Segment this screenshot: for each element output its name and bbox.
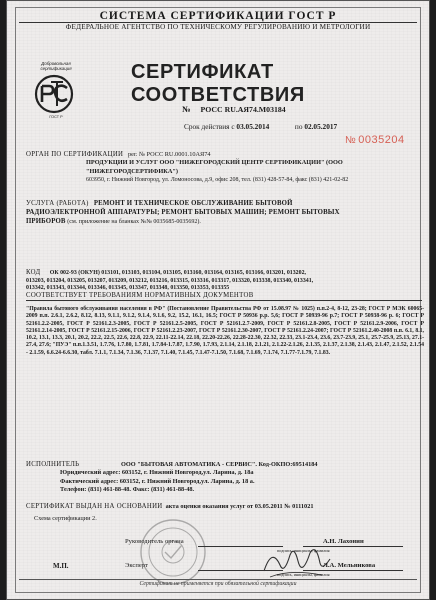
requirements-text: "Правила бытового обслуживания населения в РФ" (Постановление Правительства РФ от 15.08.97 № 1025) п.п.2-4, 8-12, 23-28; ГОСТ Р МЭК 60065-2009 п.п. 2.6.1, 2.6.2, 8.12, 8.13, 9.1.1, 9.1.2, 9.1.4, 9.1.6, 9.2, 15.2, 16.1, 16.5; ГОСТ Р 50936 р.р. 5,6; ГОСТ Р 50939-96 р.7; ГОСТ Р 50938-96 р. 6; ГОСТ Р 52161.2.2-2005, ГОСТ Р 52161.2.3-2005, ГОСТ Р 52161.2.5-2005, ГОСТ Р 52161.2.7-2009, ГОСТ Р 52161.2.8-2005, ГОСТ Р 52161.2.9-2006, ГОСТ Р 52161.2.14-2005, ГОСТ Р 52161.2.15-2006, ГОСТ Р 52161.2.23-2007, ГОСТ Р 52161.2.30-2007, ГОСТ Р 52161.2.24-2007; ГОСТ Р 52161.2.40-2008 п.п. 6.1, 8.1, 10.2, 13.1, 13.3, 20.1, 20.2, 22.2, 22.5, 22.6, 22.8, 22.9, 22.11-22.14, 22.18, 22.20-22.26, 22.28-22.30, 22.32, 22.33, 23.1-23.4, 23.6, 23.7-23.9, 25.1, 25.7-25.9, 25.13, 27.1-27.4, 27.6; "ПУЭ" п.п.1.3.51, 1.7.76, 1.7.80, 1.7.81, 1.7.84-1.7.87, 1.7.90, 1.7.93, 2.1.14, 2.1.18, 2.1.21, 2.1.22-2.1.26, 2.1.35, 2.1.37, 2.1.38, 2.1.43, 2.1.47, 2.1.52, 2.1.54 - 2.1.59, 6.6.24-6.6.30, табл. 7.1.1, 7.1.34, 7.1.36, 7.1.37, 7.1.40, 7.1.45, 7.1.47-7.1.50, 7.1.68, 7.1.69, 7.1.74, 7.1.77-7.1.79, 7.1.83. <box>26 306 424 356</box>
head-signature-hint: подпись, инициалы, фамилия <box>277 548 330 553</box>
issued-basis-section <box>26 503 426 512</box>
certificate-sheet <box>6 0 430 600</box>
service-label: УСЛУГА (РАБОТА) <box>26 200 89 207</box>
head-name: А.Н. Лахонин <box>323 538 364 545</box>
certificate-number-value: РОСС RU.АЯ74.М03184 <box>200 105 286 114</box>
legal-address-label: Юридический адрес: <box>60 469 121 477</box>
executor-name: ООО "БЫТОВАЯ АВТОМАТИКА - СЕРВИС". Код-ОКПО:69514184 <box>120 461 318 468</box>
code-section <box>26 269 426 293</box>
code-line-3: 013342, 013343, 013344, 013346, 013345, 013347, 013348, 013350, 013353, 013355 <box>26 285 230 292</box>
expert-signature-hint: подпись, инициалы, фамилия <box>277 572 330 577</box>
executor-section <box>26 461 426 495</box>
executor-label: ИСПОЛНИТЕЛЬ <box>26 461 80 468</box>
number-sign: № <box>182 104 191 114</box>
logo-subcaption: ГОСТ Р <box>49 115 63 119</box>
certification-body-label: ОРГАН ПО СЕРТИФИКАЦИИ <box>26 151 124 158</box>
validity-to-label: по <box>294 122 303 131</box>
code-line-2: 013203, 013204, 013205, 013207, 013209, 013212, 013216, 013315, 013316, 013317, 013320, 013338, 013340, 013341, <box>26 277 314 284</box>
head-name-line <box>303 546 403 547</box>
certification-system-title: СИСТЕМА СЕРТИФИКАЦИИ ГОСТ Р <box>99 10 337 22</box>
certification-body-section <box>26 151 426 185</box>
expert-label: Эксперт <box>125 562 148 569</box>
expert-signature-line <box>198 570 283 571</box>
footer-note: Сертификат не применяется при обязательной сертификации <box>139 581 297 587</box>
serial-number-value: 0035204 <box>358 134 405 146</box>
issued-basis-value: акта оценки оказания услуг от 03.05.2011 № 0111021 <box>165 503 314 510</box>
agency-title: ФЕДЕРАЛЬНОЕ АГЕНТСТВО ПО ТЕХНИЧЕСКОМУ РЕГУЛИРОВАНИЮ И МЕТРОЛОГИИ <box>65 23 371 31</box>
code-line-1: ОК 002-93 (ОКУН) 013101, 013103, 013104, 013105, 013160, 013164, 013165, 013166, 013201, 013202, <box>49 270 306 276</box>
expert-name: Л.А. Мельникова <box>323 562 376 569</box>
validity-label: Срок действия с <box>184 122 235 131</box>
head-signature-line <box>198 546 283 547</box>
issued-basis-label: СЕРТИФИКАТ ВЫДАН НА ОСНОВАНИИ <box>26 503 163 510</box>
requirements-heading: СООТВЕТСТВУЕТ ТРЕБОВАНИЯМ НОРМАТИВНЫХ ДОКУМЕНТОВ <box>26 292 254 299</box>
logo-caption: Добровольная сертификация <box>40 61 72 71</box>
legal-address: 603152, г. Нижний Новгород,ул. Ларина, д. 18а <box>121 469 254 477</box>
validity-period <box>184 122 337 131</box>
gost-r-logo-icon <box>29 66 79 122</box>
certificate-title: СЕРТИФИКАТ СООТВЕТСТВИЯ <box>131 61 305 106</box>
code-label: КОД <box>26 269 41 276</box>
service-line-3: ПРИБОРОВ <box>26 218 66 225</box>
service-line-1: РЕМОНТ И ТЕХНИЧЕСКОЕ ОБСЛУЖИВАНИЕ БЫТОВОЙ <box>93 200 293 207</box>
service-appendix-note: (см. приложение на бланках №№ 0035685-0035692). <box>67 219 201 225</box>
certificate-number <box>182 104 286 114</box>
serial-number-sign: № <box>345 135 357 146</box>
certification-body-reg: рег. № РОСС RU.0001.10АЯ74 <box>128 151 211 158</box>
service-section <box>26 199 426 227</box>
validity-to: 02.05.2017 <box>304 122 338 131</box>
footer-divider <box>19 579 417 580</box>
phone-label: Телефон: <box>60 486 87 494</box>
blank-serial-number <box>345 134 405 146</box>
round-seal-icon <box>138 517 208 587</box>
actual-address: 603152, г. Нижний Новгород,ул. Ларина, д. 18 а. <box>119 477 255 485</box>
certification-body-name: ПРОДУКЦИИ И УСЛУГ ООО "НИЖЕГОРОДСКИЙ ЦЕНТР СЕРТИФИКАЦИИ" (ООО <box>86 159 343 167</box>
certification-body-name-short: "НИЖЕГОРОДСЕРТИФИКА") <box>86 167 178 175</box>
certification-scheme: Схема сертификации 2. <box>34 515 97 522</box>
head-label: Руководитель органа <box>125 538 184 545</box>
certification-body-address: 603950, г. Нижний Новгород, ул. Ломоносова, д.9, офис 208, тел. (831) 428-57-84, факс (831) 421-02-82 <box>86 177 349 184</box>
actual-address-label: Фактический адрес: <box>60 477 119 485</box>
service-line-2: РАДИОЭЛЕКТРОННОЙ АППАРАТУРЫ; РЕМОНТ БЫТОВЫХ МАШИН; РЕМОНТ БЫТОВЫХ <box>26 209 340 216</box>
requirements-divider <box>26 300 422 301</box>
stamp-place-label: М.П. <box>53 562 69 570</box>
phone-fax: (831) 461-88-48. Факс: (831) 461-88-48. <box>87 486 195 494</box>
expert-name-line <box>303 570 403 571</box>
validity-from: 03.05.2014 <box>236 122 270 131</box>
